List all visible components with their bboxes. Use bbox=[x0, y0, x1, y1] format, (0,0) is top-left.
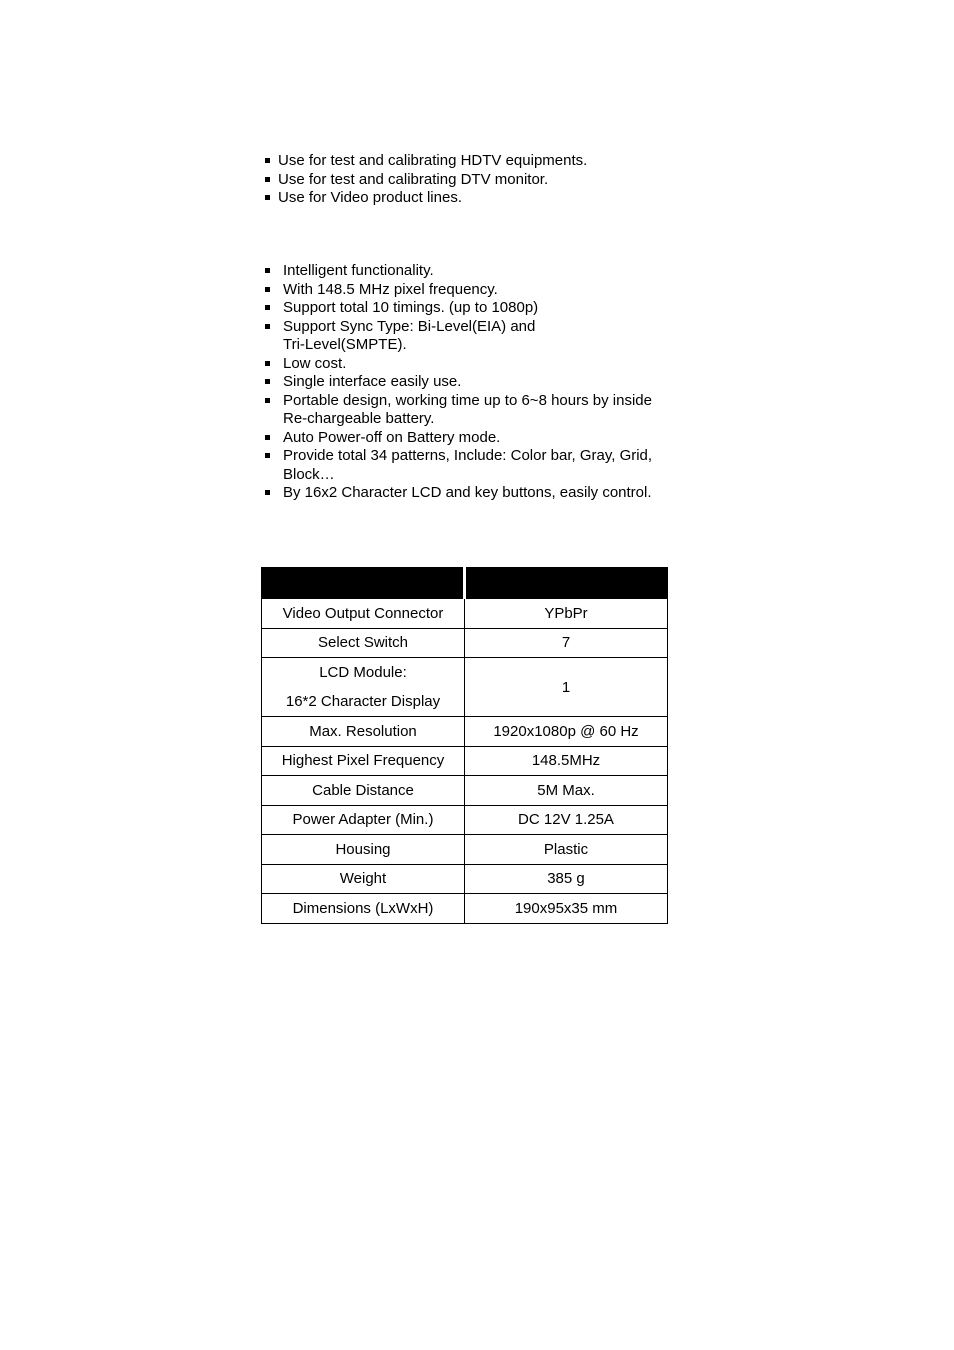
spec-label: Video Output Connector bbox=[262, 599, 465, 629]
spec-label: Housing bbox=[262, 835, 465, 865]
features-list bbox=[264, 262, 694, 503]
spec-label: Select Switch bbox=[262, 628, 465, 658]
spec-value: 148.5MHz bbox=[465, 746, 668, 776]
spec-label: Max. Resolution bbox=[262, 717, 465, 747]
bullet-icon bbox=[265, 287, 270, 292]
spec-value: 1920x1080p @ 60 Hz bbox=[465, 717, 668, 747]
spec-label: Dimensions (LxWxH) bbox=[262, 894, 465, 924]
table-row bbox=[262, 599, 668, 629]
spec-value: 7 bbox=[465, 628, 668, 658]
spec-label: Cable Distance bbox=[262, 776, 465, 806]
bullet-icon bbox=[265, 398, 270, 403]
spec-label bbox=[262, 658, 465, 717]
bullet-icon bbox=[265, 361, 270, 366]
spec-value: 1 bbox=[465, 658, 668, 717]
list-item: By 16x2 Character LCD and key buttons, easily control. bbox=[264, 484, 694, 503]
list-item: Use for test and calibrating DTV monitor. bbox=[264, 171, 684, 190]
spec-value: DC 12V 1.25A bbox=[465, 805, 668, 835]
list-item: With 148.5 MHz pixel frequency. bbox=[264, 281, 694, 300]
table-row bbox=[262, 864, 668, 894]
table-row bbox=[262, 894, 668, 924]
table-header-cell bbox=[465, 568, 668, 599]
list-item: Low cost. bbox=[264, 355, 694, 374]
applications-list bbox=[264, 152, 684, 208]
table-header-cell bbox=[262, 568, 465, 599]
bullet-icon bbox=[265, 453, 270, 458]
bullet-icon bbox=[265, 324, 270, 329]
list-item: Use for Video product lines. bbox=[264, 189, 684, 208]
spec-value: YPbPr bbox=[465, 599, 668, 629]
table-row bbox=[262, 746, 668, 776]
list-item: Portable design, working time up to 6~8 hours by inside Re-chargeable battery. bbox=[264, 392, 694, 429]
list-item: Intelligent functionality. bbox=[264, 262, 694, 281]
spec-label-line: 16*2 Character Display bbox=[285, 693, 441, 710]
table-row bbox=[262, 658, 668, 717]
bullet-icon bbox=[265, 305, 270, 310]
spec-value: 385 g bbox=[465, 864, 668, 894]
list-item: Provide total 34 patterns, Include: Color bar, Gray, Grid, Block… bbox=[264, 447, 694, 484]
spec-value: Plastic bbox=[465, 835, 668, 865]
spec-label: Weight bbox=[262, 864, 465, 894]
spec-label: Power Adapter (Min.) bbox=[262, 805, 465, 835]
table-row bbox=[262, 835, 668, 865]
spec-label: Highest Pixel Frequency bbox=[262, 746, 465, 776]
table-row bbox=[262, 628, 668, 658]
spec-value: 190x95x35 mm bbox=[465, 894, 668, 924]
bullet-icon bbox=[265, 435, 270, 440]
table-row bbox=[262, 776, 668, 806]
bullet-icon bbox=[265, 177, 270, 182]
bullet-icon bbox=[265, 268, 270, 273]
list-item: Support total 10 timings. (up to 1080p) bbox=[264, 299, 694, 318]
list-item: Auto Power-off on Battery mode. bbox=[264, 429, 694, 448]
bullet-icon bbox=[265, 490, 270, 495]
table-header-row bbox=[262, 568, 668, 599]
spec-table bbox=[261, 567, 668, 924]
bullet-icon bbox=[265, 158, 270, 163]
bullet-icon bbox=[265, 379, 270, 384]
spec-value: 5M Max. bbox=[465, 776, 668, 806]
list-item: Support Sync Type: Bi-Level(EIA) and Tri-Level(SMPTE). bbox=[264, 318, 694, 355]
spec-label-line: LCD Module: bbox=[319, 664, 407, 681]
bullet-icon bbox=[265, 195, 270, 200]
list-item: Single interface easily use. bbox=[264, 373, 694, 392]
table-row bbox=[262, 717, 668, 747]
table-row bbox=[262, 805, 668, 835]
list-item: Use for test and calibrating HDTV equipments. bbox=[264, 152, 684, 171]
